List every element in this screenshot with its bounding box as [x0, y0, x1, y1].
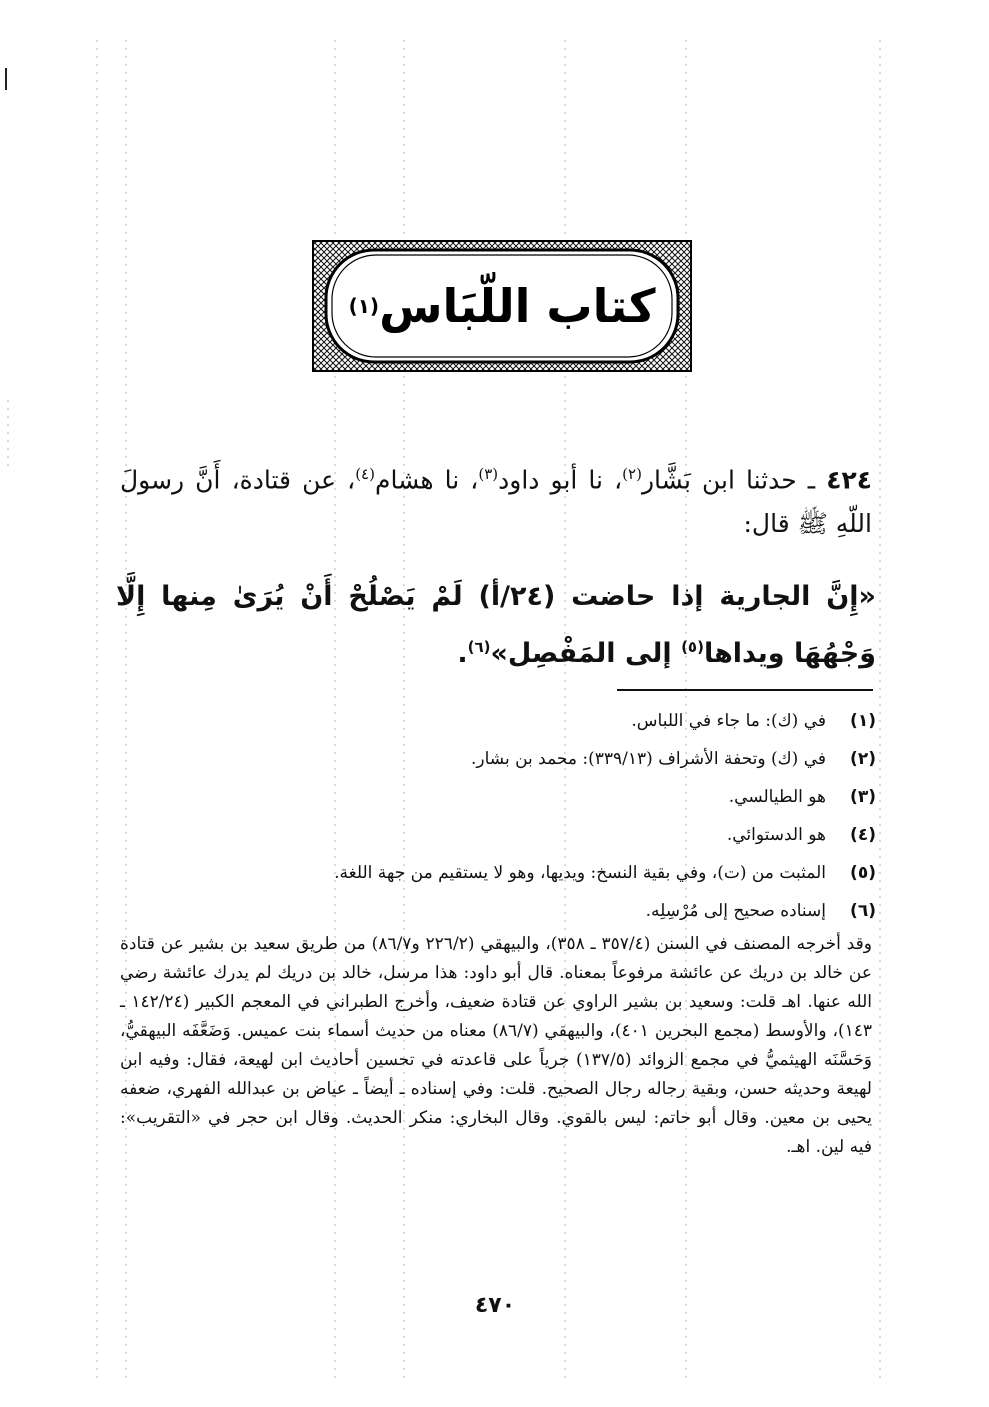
footnote-item — [120, 892, 876, 930]
isnad-part: ، نا هشام — [374, 465, 479, 495]
footnote-item — [120, 740, 876, 778]
isnad-part: ، نا أبو داود — [498, 465, 623, 495]
footnote-number: (١) — [850, 711, 876, 731]
margin-mark — [5, 68, 7, 90]
footnote-number: (٥) — [850, 863, 876, 883]
footnote-text: في (ك): ما جاء في اللباس. — [631, 711, 826, 731]
footnote-ref: (٤) — [355, 465, 375, 483]
matn-part: . — [457, 638, 468, 669]
footnote-number: (٦) — [850, 901, 876, 921]
chapter-title-frame — [312, 240, 692, 372]
footnote-item — [120, 854, 876, 892]
footnote-text: المثبت من (ت)، وفي بقية النسخ: ويديها، وهو لا يستقيم من جهة اللغة. — [334, 863, 826, 883]
footnotes-list — [120, 702, 876, 930]
footnote-text: في (ك) وتحفة الأشراف (٣٣٩/١٣): محمد بن بشار. — [471, 749, 826, 769]
footnote-item — [120, 778, 876, 816]
isnad-part: ـ حدثنا ابن بَشَّار — [641, 465, 816, 495]
isnad-part: ، عن قتادة، أَنَّ رسولَ اللّهِ ﷺ قال: — [120, 465, 872, 539]
footnote-item — [120, 702, 876, 740]
footnote-number: (٢) — [850, 749, 876, 769]
hadith-matn — [116, 572, 876, 679]
chapter-title-footnote-ref: (١) — [348, 294, 380, 318]
matn-part: إلى المَفْصِل» — [490, 638, 682, 669]
chapter-title-text: كتاب اللّبَاس — [379, 279, 656, 333]
matn-part: «إِنَّ الجارية إذا حاضت (٢٤/أ) لَمْ يَصْلُحْ أَنْ يُرَىٰ مِنها إِلَّا وَجْهُهَا ويداها — [116, 581, 876, 669]
footnote-number: (٣) — [850, 787, 876, 807]
footnote-ref: (٦) — [467, 638, 491, 656]
footnote-text: هو الدستوائي. — [726, 825, 826, 845]
footnote-number: (٤) — [850, 825, 876, 845]
footnote-text: إسناده صحيح إلى مُرْسِلِه. — [645, 901, 826, 921]
page-number: ٤٧٠ — [474, 1293, 516, 1318]
footnote-item — [120, 816, 876, 854]
footnote-ref: (٢) — [622, 465, 642, 483]
hadith-number: ٤٢٤ — [826, 465, 872, 495]
footnote-continuation: وقد أخرجه المصنف في السنن (٣٥٧/٤ ـ ٣٥٨)، والبيهقي (٢٢٦/٢ و٨٦/٧) من طريق سعيد بن بشير عن قتادة عن خالد بن دريك عن عائشة مرفوعاً بمعناه. قال أبو داود: هذا مرسل، خالد بن دريك لم يدرك عائشة رضي الله عنها. اهـ قلت: وسعيد بن بشير الراوي عن قتادة ضعيف، وأخرج الطبراني في المعجم الكبير (١٤٢/٢٤ ـ ١٤٣)، والأوسط (مجمع البحرين ٤٠١)، والبيهقي (٨٦/٧) معناه من حديث أسماء بنت عميس. وَضَعَّفَه البيهقيُّ، وَحَسَّنَه الهيثميُّ في مجمع الزوائد (١٣٧/٥) جرياً على قاعدته في تحسين أحاديث ابن لهيعة، فقال: وفيه ابن لهيعة وحديثه حسن، وبقية رجاله رجال الصحيح. قلت: وفي إسناده ـ أيضاً ـ عياض بن عبدالله الفهري، ضعفه يحيى بن معين. وقال أبو حاتم: ليس بالقوي. وقال البخاري: منكر الحديث. وقال ابن حجر في «التقريب»: فيه لين. اهـ. — [120, 934, 873, 1157]
chapter-title — [312, 240, 692, 372]
footnote-ref: (٥) — [681, 638, 704, 656]
footnote-text: هو الطيالسي. — [728, 787, 826, 807]
hadith-isnad — [120, 452, 872, 546]
footnote-separator — [617, 689, 873, 691]
footnote-ref: (٣) — [478, 465, 499, 483]
